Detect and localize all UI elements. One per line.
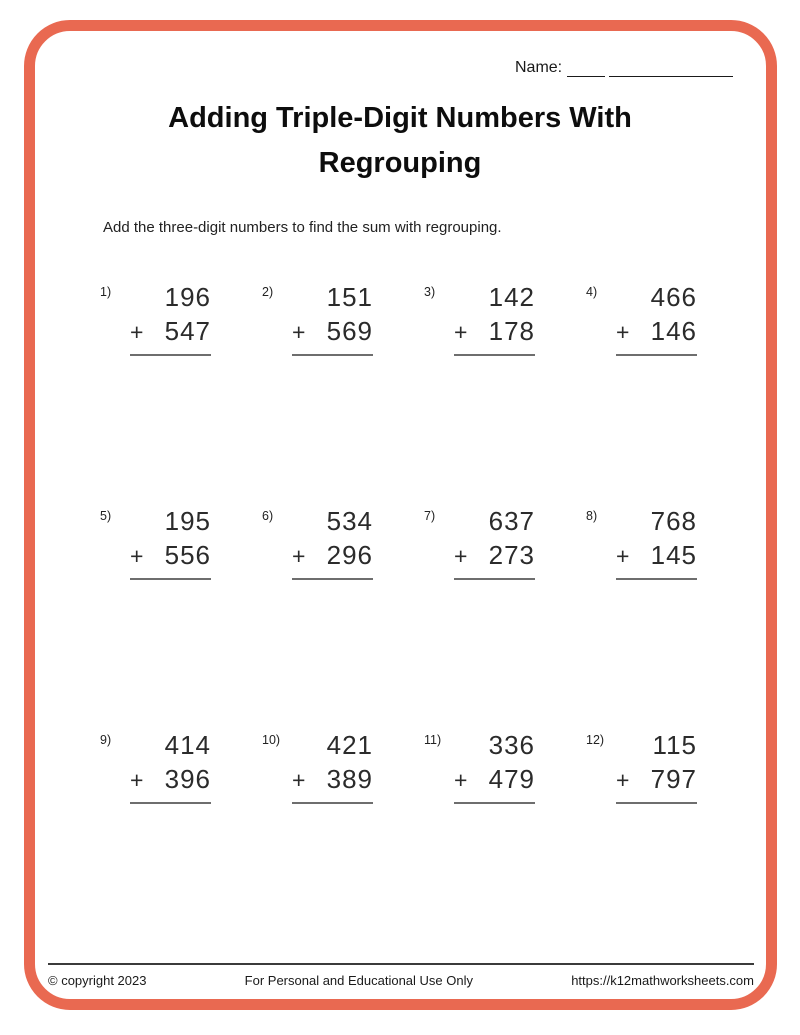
plus-sign: + [454, 319, 468, 345]
addend-bottom: 547 [164, 316, 211, 346]
answer-line [130, 354, 211, 356]
name-field [515, 59, 733, 77]
addend-top: 534 [326, 506, 373, 536]
addition-problem [586, 280, 748, 504]
answer-line [130, 578, 211, 580]
problem-number: 9) [100, 733, 112, 747]
problem-body [454, 728, 535, 804]
answer-line [616, 802, 697, 804]
footer-copyright: © copyright 2023 [48, 973, 147, 988]
addend-bottom-row [454, 314, 535, 349]
answer-line [454, 802, 535, 804]
addend-bottom: 389 [326, 764, 373, 794]
addend-bottom-row [616, 314, 697, 349]
answer-line [292, 354, 373, 356]
problem-number: 1) [100, 285, 112, 299]
addend-bottom-row [130, 538, 211, 573]
addition-problem [100, 280, 262, 504]
addend-bottom: 396 [164, 764, 211, 794]
addend-bottom-row [454, 538, 535, 573]
instructions-text: Add the three-digit numbers to find the sum with regrouping. [103, 219, 502, 236]
addend-bottom-row [292, 762, 373, 797]
page-title-line2: Regrouping [318, 147, 482, 179]
plus-sign: + [616, 319, 630, 345]
name-blank-line [609, 59, 733, 77]
addend-top: 142 [488, 282, 535, 312]
addition-problem [262, 728, 424, 952]
answer-line [616, 354, 697, 356]
addend-bottom: 145 [650, 540, 697, 570]
answer-line [292, 578, 373, 580]
answer-line [454, 578, 535, 580]
addition-problem [262, 280, 424, 504]
addend-top: 196 [164, 282, 211, 312]
answer-line [616, 578, 697, 580]
problem-number: 3) [424, 285, 436, 299]
plus-sign: + [292, 543, 306, 569]
footer [48, 963, 754, 988]
addend-bottom-row [454, 762, 535, 797]
problem-number: 4) [586, 285, 598, 299]
plus-sign: + [130, 767, 144, 793]
answer-line [454, 354, 535, 356]
addition-problem [586, 728, 748, 952]
addend-bottom-row [616, 762, 697, 797]
problem-body [454, 504, 535, 580]
answer-line [292, 802, 373, 804]
plus-sign: + [130, 543, 144, 569]
addend-bottom: 273 [488, 540, 535, 570]
name-label: Name: [515, 59, 563, 76]
page-title [0, 96, 800, 186]
addition-problem [424, 504, 586, 728]
name-blank-line [567, 59, 605, 77]
problem-body [454, 280, 535, 356]
plus-sign: + [292, 319, 306, 345]
problem-number: 5) [100, 509, 112, 523]
addend-bottom: 146 [650, 316, 697, 346]
addend-top: 768 [650, 506, 697, 536]
addend-bottom-row [616, 538, 697, 573]
addend-top: 336 [488, 730, 535, 760]
addend-bottom: 797 [650, 764, 697, 794]
addend-bottom-row [292, 314, 373, 349]
addend-bottom-row [292, 538, 373, 573]
addend-top: 466 [650, 282, 697, 312]
addend-bottom: 569 [326, 316, 373, 346]
addition-problem [100, 728, 262, 952]
problem-body [130, 728, 211, 804]
problem-body [616, 728, 697, 804]
addend-bottom: 479 [488, 764, 535, 794]
addend-bottom: 296 [326, 540, 373, 570]
problem-number: 7) [424, 509, 436, 523]
addition-problem [424, 728, 586, 952]
addition-problem [262, 504, 424, 728]
problem-body [130, 280, 211, 356]
problem-body [292, 728, 373, 804]
problem-number: 11) [424, 733, 442, 747]
footer-url: https://k12mathworksheets.com [571, 973, 754, 988]
addition-problem [100, 504, 262, 728]
addend-top: 414 [164, 730, 211, 760]
plus-sign: + [616, 543, 630, 569]
problem-body [616, 504, 697, 580]
addend-bottom-row [130, 314, 211, 349]
plus-sign: + [454, 767, 468, 793]
problem-body [616, 280, 697, 356]
addend-bottom-row [130, 762, 211, 797]
problem-body [292, 504, 373, 580]
addend-top: 421 [326, 730, 373, 760]
addition-problem [586, 504, 748, 728]
plus-sign: + [616, 767, 630, 793]
page-title-line1: Adding Triple-Digit Numbers With [168, 102, 632, 134]
addend-top: 151 [326, 282, 373, 312]
addend-top: 115 [652, 730, 697, 760]
addition-problem [424, 280, 586, 504]
problems-grid [100, 280, 748, 952]
problem-body [292, 280, 373, 356]
problem-number: 2) [262, 285, 274, 299]
problem-body [130, 504, 211, 580]
addend-bottom: 178 [488, 316, 535, 346]
answer-line [130, 802, 211, 804]
footer-usage: For Personal and Educational Use Only [244, 973, 474, 988]
addend-top: 637 [488, 506, 535, 536]
addend-bottom: 556 [164, 540, 211, 570]
plus-sign: + [130, 319, 144, 345]
addend-top: 195 [164, 506, 211, 536]
plus-sign: + [292, 767, 306, 793]
plus-sign: + [454, 543, 468, 569]
problem-number: 6) [262, 509, 274, 523]
problem-number: 12) [586, 733, 605, 747]
problem-number: 8) [586, 509, 598, 523]
problem-number: 10) [262, 733, 281, 747]
